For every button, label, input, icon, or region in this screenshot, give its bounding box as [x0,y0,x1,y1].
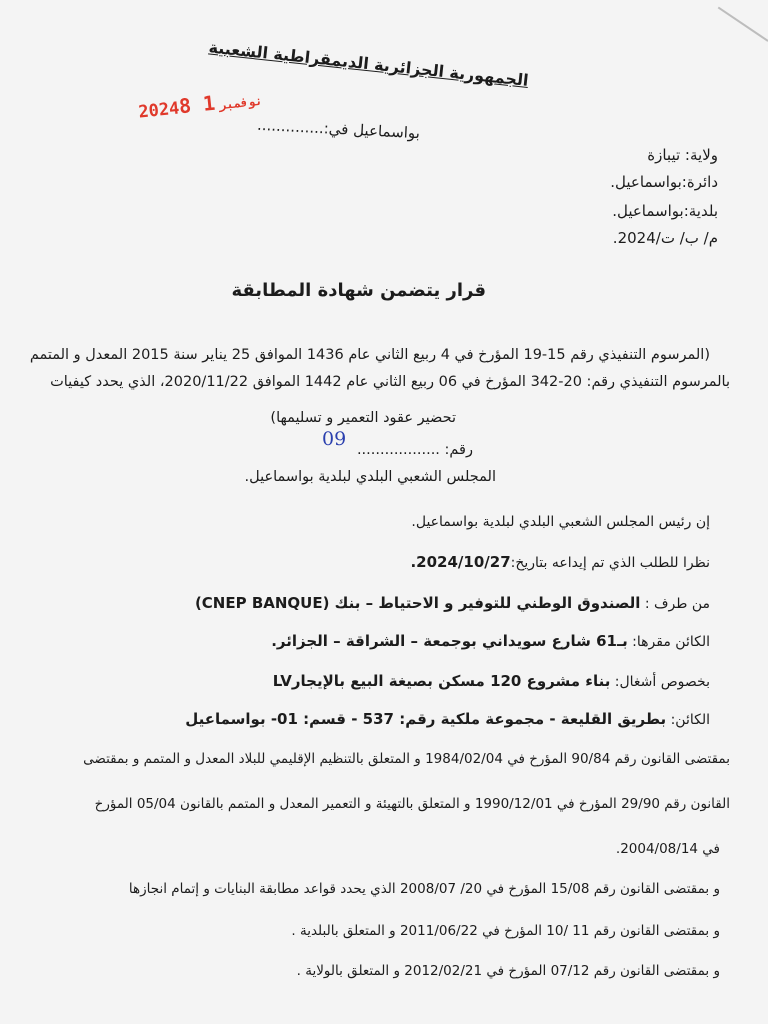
law-1-line-c: في 2004/08/14. [615,841,720,857]
location-label: الكائن: [666,712,710,728]
location-value: بطريق القليعة - مجموعة ملكية رقم: 537 - قسم: 01- بواسماعيل [185,710,667,728]
stamp-day: 1 8 [177,90,217,119]
date-stamp [137,85,267,122]
place-date-line: بواسماعيل في:.............. [256,115,421,143]
council-line: المجلس الشعبي البلدي لبلدية بواسماعيل. [244,469,496,485]
commune-line: بلدية:بواسماعيل. [612,202,718,220]
daira-line: دائرة:بواسماعيل. [610,173,718,191]
applicant-name: الصندوق الوطني للتوفير و الاحتياط – بنك (CNEP BANQUE) [194,594,641,612]
law-4-line: و بمقتضى القانون رقم 07/12 المؤرخ في 2012/02/21 و المتعلق بالولاية . [296,963,720,979]
location-line [185,710,710,729]
law-2-line: و بمقتضى القانون رقم 15/08 المؤرخ في 20/ 2008/07 الذي يحدد قواعد مطابقة البنايات و إتمام انجازها [128,881,720,897]
stamp-month: نوفمبر [218,93,264,113]
wilaya-line: ولاية: تيبازة [647,146,718,164]
law-1-line-b: القانون رقم 29/90 المؤرخ في 1990/12/01 و المتعلق بالتهيئة و التعمير المعدل و المتمم بالقانون 05/04 المؤرخ [94,796,730,812]
applicant-line [195,594,710,613]
page-fold-mark [718,7,768,42]
works-label: بخصوص أشغال: [610,674,710,690]
works-line [273,672,710,691]
law-3-line: و بمقتضى القانون رقم 11 /10 المؤرخ في 2011/06/22 و المتعلق بالبلدية . [291,923,720,939]
applicant-label: من طرف : [640,596,710,612]
law-1-line-a: بمقتضى القانون رقم 90/84 المؤرخ في 1984/02/04 و المتعلق بالتنظيم الإقليمي للبلاد المعدل و المتمم و بمقتضى [83,751,730,767]
president-line: إن رئيس المجلس الشعبي البلدي لبلدية بواسماعيل. [411,514,710,530]
decision-number-label: رقم: .................. [356,442,473,458]
address-value: بـ61 شارع سويداني بوجمعة – الشراقة – الجزائر. [271,632,628,650]
decision-number-handwritten: 09 [322,428,347,450]
stamp-year: 2024 [137,98,181,123]
preamble-line-2: بالمرسوم التنفيذي رقم: 20-342 المؤرخ في 06 ربيع الثاني عام 1442 الموافق 2020/11/22، الذي يحدد كيفيات [50,374,730,390]
preamble-line-1: (المرسوم التنفيذي رقم 15-19 المؤرخ في 4 ربيع الثاني عام 1436 الموافق 25 يناير سنة 2015 المعدل و المتمم [29,347,710,363]
preamble-line-3: تحضير عقود التعمير و تسليمها) [270,410,456,426]
request-line [410,553,710,572]
request-date: 2024/10/27. [410,553,511,571]
request-label: نظرا للطلب الذي تم إيداعه بتاريخ: [510,555,710,571]
address-line [271,632,710,651]
document-title: قرار يتضمن شهادة المطابقة [231,280,486,301]
republic-header: الجمهورية الجزائرية الديمقراطية الشعبية [207,37,530,90]
works-value: بناء مشروع 120 مسكن بصيغة البيع بالإيجارLV [272,672,611,690]
reference-line: م/ ب/ ت/2024. [612,229,718,247]
address-label: الكائن مقرها: [627,634,710,650]
